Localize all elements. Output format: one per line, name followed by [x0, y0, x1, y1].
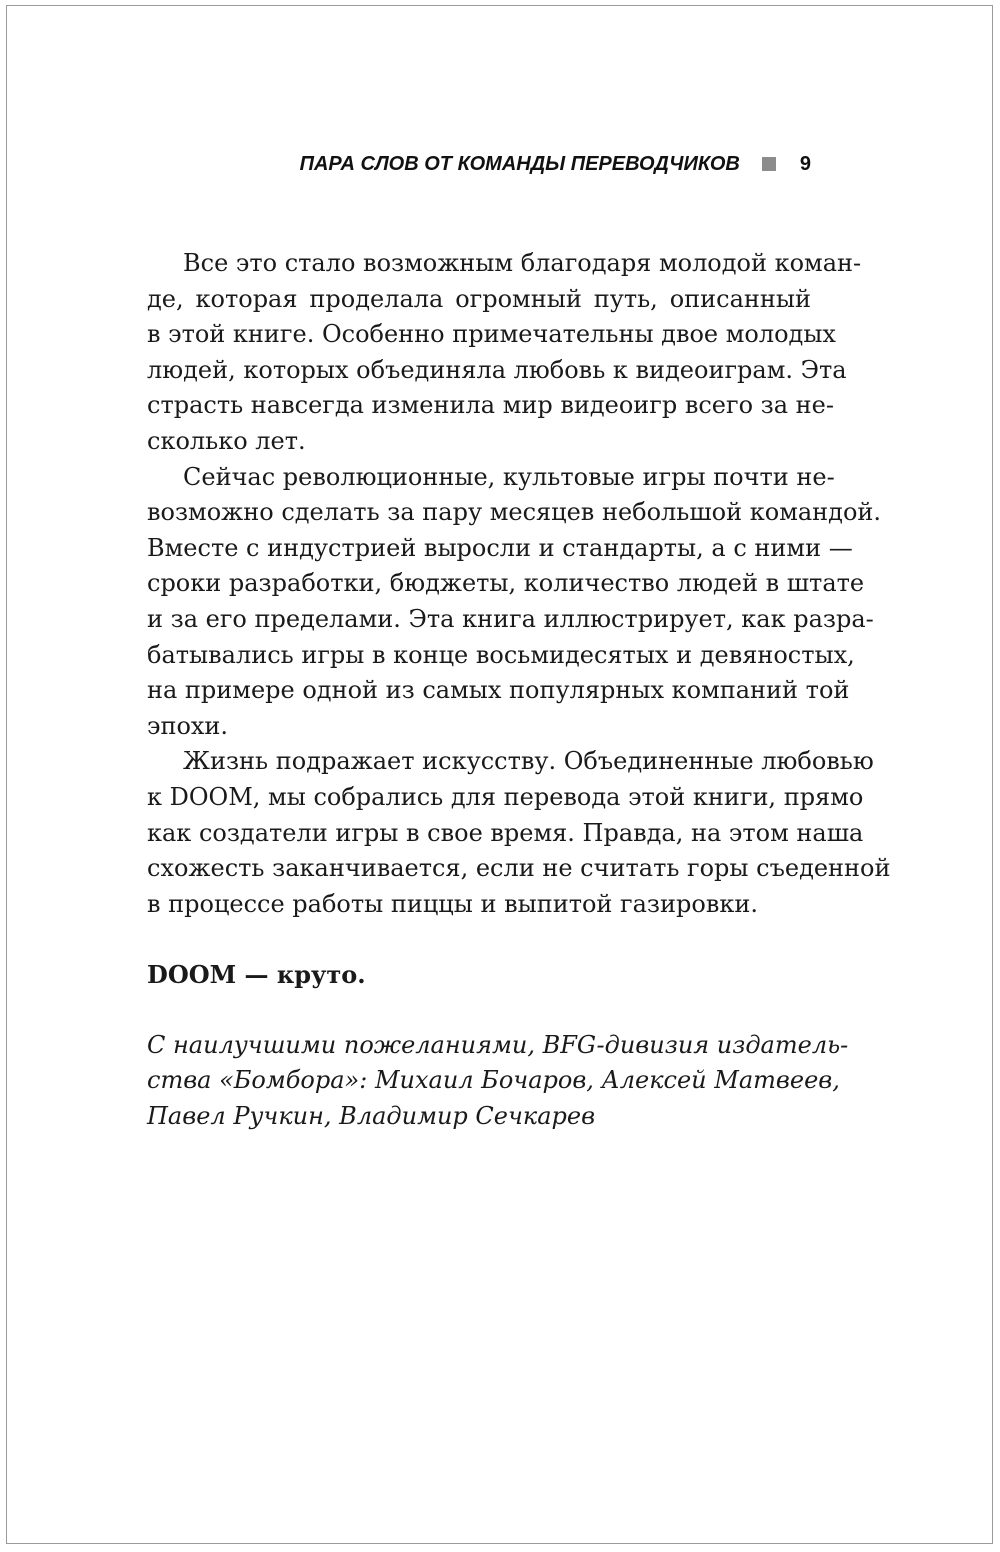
text-line: в этой книге. Особенно примечательны двое молодых: [147, 320, 836, 349]
body-text: [147, 246, 891, 1135]
text-line: страсть навсегда изменила мир видеоигр всего за не-: [147, 391, 834, 420]
text-line: в процессе работы пиццы и выпитой газировки.: [147, 889, 758, 918]
spacer: [147, 993, 811, 1028]
signature-line: С наилучшими пожеланиями, BFG-дивизия издатель-: [147, 1030, 849, 1059]
signature: [147, 1028, 849, 1135]
text-line: и за его пределами. Эта книга иллюстрирует, как разра-: [147, 604, 874, 633]
book-page: [6, 5, 993, 1544]
text-line: сколько лет.: [147, 426, 306, 455]
slogan: DOOM — круто.: [147, 960, 366, 990]
text-line: Вместе с индустрией выросли и стандарты, а с ними —: [147, 533, 853, 562]
text-line: Все это стало возможным благодаря молодой коман-: [183, 249, 862, 277]
signature-line: ства «Бомбора»: Михаил Бочаров, Алексей Матвеев,: [147, 1066, 840, 1095]
running-title: ПАРА СЛОВ ОТ КОМАНДЫ ПЕРЕВОДЧИКОВ: [299, 152, 740, 175]
text-line: эпохи.: [147, 711, 229, 740]
text-line: возможно сделать за пару месяцев небольшой командой.: [147, 498, 882, 527]
running-header: [147, 148, 811, 180]
square-bullet-icon: [762, 157, 776, 171]
page-number: 9: [799, 152, 811, 175]
text-line: сроки разработки, бюджеты, количество людей в штате: [147, 569, 865, 598]
text-line: схожесть заканчивается, если не считать горы съеденной: [147, 854, 891, 883]
text-line: людей, которых объединяла любовь к видеоиграм. Эта: [147, 355, 847, 384]
text-line: на примере одной из самых популярных компаний той: [147, 676, 850, 705]
text-line: батывались игры в конце восьмидесятых и девяностых,: [147, 640, 855, 669]
text-line: Жизнь подражает искусству. Объединенные любовью: [183, 747, 874, 776]
text-line: как создатели игры в свое время. Правда, на этом наша: [147, 818, 864, 847]
text-line: де, которая проделала огромный путь, описанный: [147, 284, 811, 313]
text-line: Сейчас революционные, культовые игры почти не-: [183, 462, 835, 491]
text-line: к DOOM, мы собрались для перевода этой книги, прямо: [147, 782, 864, 811]
signature-line: Павел Ручкин, Владимир Сечкарев: [147, 1102, 596, 1131]
spacer: [147, 922, 811, 957]
paragraph: [147, 744, 891, 922]
paragraph: [147, 460, 882, 745]
paragraph: [147, 246, 862, 460]
